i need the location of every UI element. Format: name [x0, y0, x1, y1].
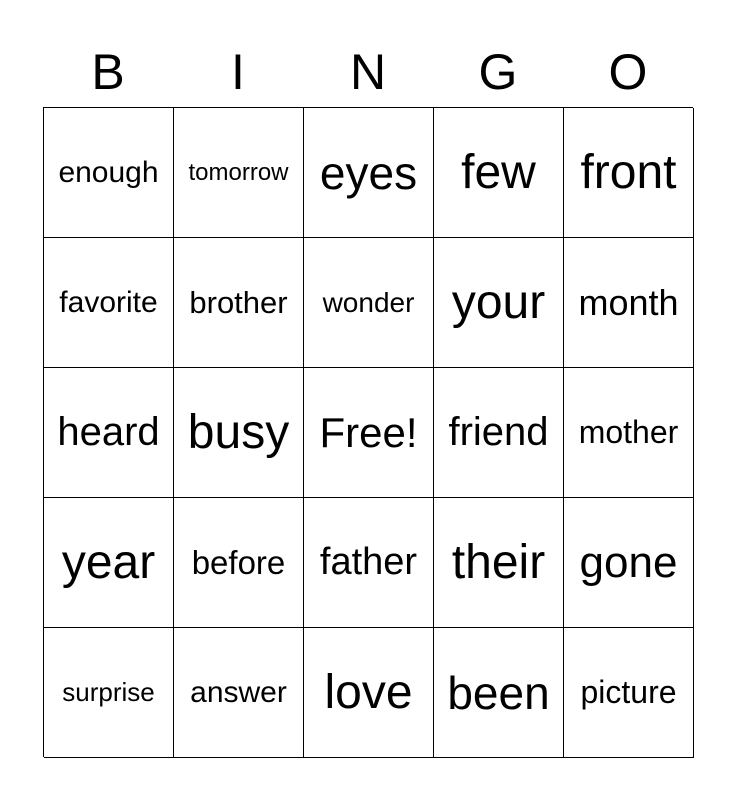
- bingo-cell: before: [174, 498, 304, 628]
- bingo-cell: mother: [564, 368, 694, 498]
- bingo-cell: favorite: [44, 238, 174, 368]
- bingo-cell: gone: [564, 498, 694, 628]
- bingo-cell: surprise: [44, 628, 174, 758]
- bingo-cell: love: [304, 628, 434, 758]
- bingo-cell: few: [434, 108, 564, 238]
- header-letter: B: [91, 44, 125, 100]
- bingo-cell: eyes: [304, 108, 434, 238]
- bingo-cell: wonder: [304, 238, 434, 368]
- bingo-cell: tomorrow: [174, 108, 304, 238]
- bingo-cell: father: [304, 498, 434, 628]
- bingo-cell: their: [434, 498, 564, 628]
- header-letter: O: [608, 44, 648, 100]
- bingo-cell: picture: [564, 628, 694, 758]
- bingo-cell: your: [434, 238, 564, 368]
- bingo-header: [43, 40, 693, 104]
- bingo-cell: enough: [44, 108, 174, 238]
- header-letter: G: [478, 44, 518, 100]
- bingo-cell: year: [44, 498, 174, 628]
- bingo-cell: been: [434, 628, 564, 758]
- header-letter: I: [231, 44, 245, 100]
- bingo-grid: [43, 107, 693, 757]
- bingo-cell: friend: [434, 368, 564, 498]
- free-space-cell: Free!: [304, 368, 434, 498]
- bingo-cell: heard: [44, 368, 174, 498]
- bingo-cell: month: [564, 238, 694, 368]
- bingo-cell: brother: [174, 238, 304, 368]
- bingo-cell: busy: [174, 368, 304, 498]
- bingo-cell: answer: [174, 628, 304, 758]
- bingo-cell: front: [564, 108, 694, 238]
- header-letter: N: [349, 44, 387, 100]
